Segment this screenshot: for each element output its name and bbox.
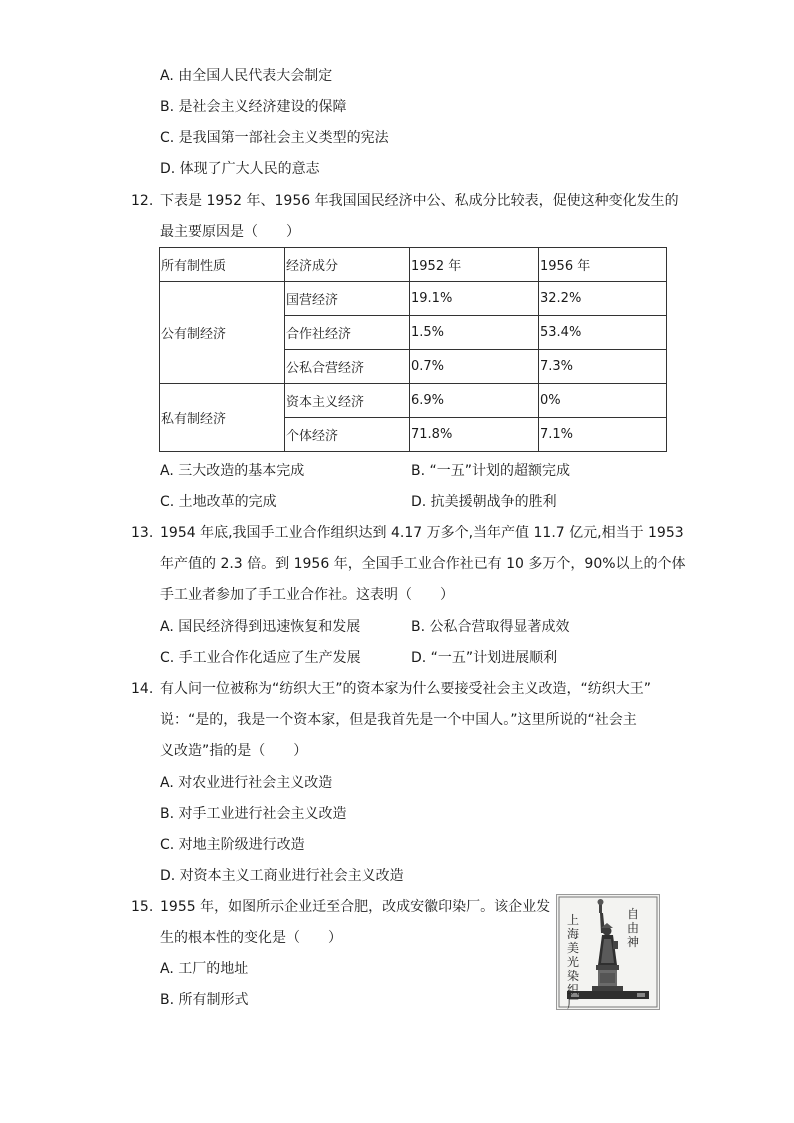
- header-1952: 1952 年: [410, 248, 539, 282]
- table-header-row: [160, 248, 667, 282]
- q11-option-b: B. 是社会主义经济建设的保障: [160, 99, 347, 115]
- q15-option-b: B. 所有制形式: [160, 992, 249, 1008]
- q12-option-a: A. 三大改造的基本完成: [160, 463, 305, 479]
- row-component: 个体经济: [285, 418, 410, 452]
- q14-stem-line2: 说：“是的，我是一个资本家，但是我首先是一个中国人。”这里所说的“社会主: [160, 712, 637, 728]
- q14-option-d: D. 对资本主义工商业进行社会主义改造: [160, 868, 404, 884]
- label-right-text: 自由神: [627, 907, 640, 949]
- row-component: 资本主义经济: [285, 384, 410, 418]
- q15-number: 15.: [131, 899, 154, 915]
- q12-stem-line2: 最主要原因是（ ）: [160, 224, 300, 240]
- row-1956: 0%: [539, 384, 667, 418]
- row-1952: 71.8%: [410, 418, 539, 452]
- q15-option-a: A. 工厂的地址: [160, 961, 249, 977]
- row-1952: 19.1%: [410, 282, 539, 316]
- q11-option-c: C. 是我国第一部社会主义类型的宪法: [160, 130, 389, 146]
- group-public: 公有制经济: [160, 282, 285, 384]
- row-1952: 1.5%: [410, 316, 539, 350]
- q14-stem-line1: 有人问一位被称为“纺织大王”的资本家为什么要接受社会主义改造，“纺织大王”: [160, 681, 652, 697]
- q13-number: 13.: [131, 525, 154, 541]
- q12-option-d: D. 抗美援朝战争的胜利: [411, 494, 557, 510]
- q13-option-b: B. 公私合营取得显著成效: [411, 619, 570, 635]
- q11-option-a: A. 由全国人民代表大会制定: [160, 68, 333, 84]
- q12-ownership-table: [159, 247, 667, 452]
- row-1956: 32.2%: [539, 282, 667, 316]
- q14-option-a: A. 对农业进行社会主义改造: [160, 775, 333, 791]
- label-left-text: 上海美光染织厂: [567, 913, 580, 1011]
- header-1956: 1956 年: [539, 248, 667, 282]
- header-ownership: 所有制性质: [160, 248, 285, 282]
- group-private: 私有制经济: [160, 384, 285, 452]
- q12-option-b: B. “一五”计划的超额完成: [411, 463, 571, 479]
- q14-number: 14.: [131, 681, 154, 697]
- header-component: 经济成分: [285, 248, 410, 282]
- q12-stem-line1: 下表是 1952 年、1956 年我国国民经济中公、私成分比较表，促使这种变化发生的: [160, 193, 679, 209]
- row-1956: 7.1%: [539, 418, 667, 452]
- row-component: 合作社经济: [285, 316, 410, 350]
- row-component: 公私合营经济: [285, 350, 410, 384]
- row-1956: 53.4%: [539, 316, 667, 350]
- row-1952: 6.9%: [410, 384, 539, 418]
- q11-option-d: D. 体现了广大人民的意志: [160, 161, 320, 177]
- table-row: [160, 282, 667, 316]
- q14-option-c: C. 对地主阶级进行改造: [160, 837, 305, 853]
- q14-stem-line3: 义改造”指的是（ ）: [160, 743, 308, 759]
- table-row: [160, 384, 667, 418]
- row-component: 国营经济: [285, 282, 410, 316]
- row-1952: 0.7%: [410, 350, 539, 384]
- q13-stem-line1: 1954 年底,我国手工业合作组织达到 4.17 万多个,当年产值 11.7 亿元,相当于 1953: [160, 525, 684, 541]
- q12-option-c: C. 土地改革的完成: [160, 494, 277, 510]
- q15-stem-line1: 1955 年，如图所示企业迁至合肥，改成安徽印染厂。该企业发: [160, 899, 551, 915]
- q15-stem-line2: 生的根本性的变化是（ ）: [160, 930, 342, 946]
- q13-stem-line3: 手工业者参加了手工业合作社。这表明（ ）: [160, 587, 454, 603]
- q12-number: 12.: [131, 193, 154, 209]
- q13-stem-line2: 年产值的 2.3 倍。到 1956 年，全国手工业合作社已有 10 多万个，90%以上的个体: [160, 556, 686, 572]
- factory-label-image: [556, 894, 660, 1010]
- row-1956: 7.3%: [539, 350, 667, 384]
- q13-option-c: C. 手工业合作化适应了生产发展: [160, 650, 361, 666]
- q14-option-b: B. 对手工业进行社会主义改造: [160, 806, 347, 822]
- q13-option-a: A. 国民经济得到迅速恢复和发展: [160, 619, 361, 635]
- q13-option-d: D. “一五”计划进展顺利: [411, 650, 558, 666]
